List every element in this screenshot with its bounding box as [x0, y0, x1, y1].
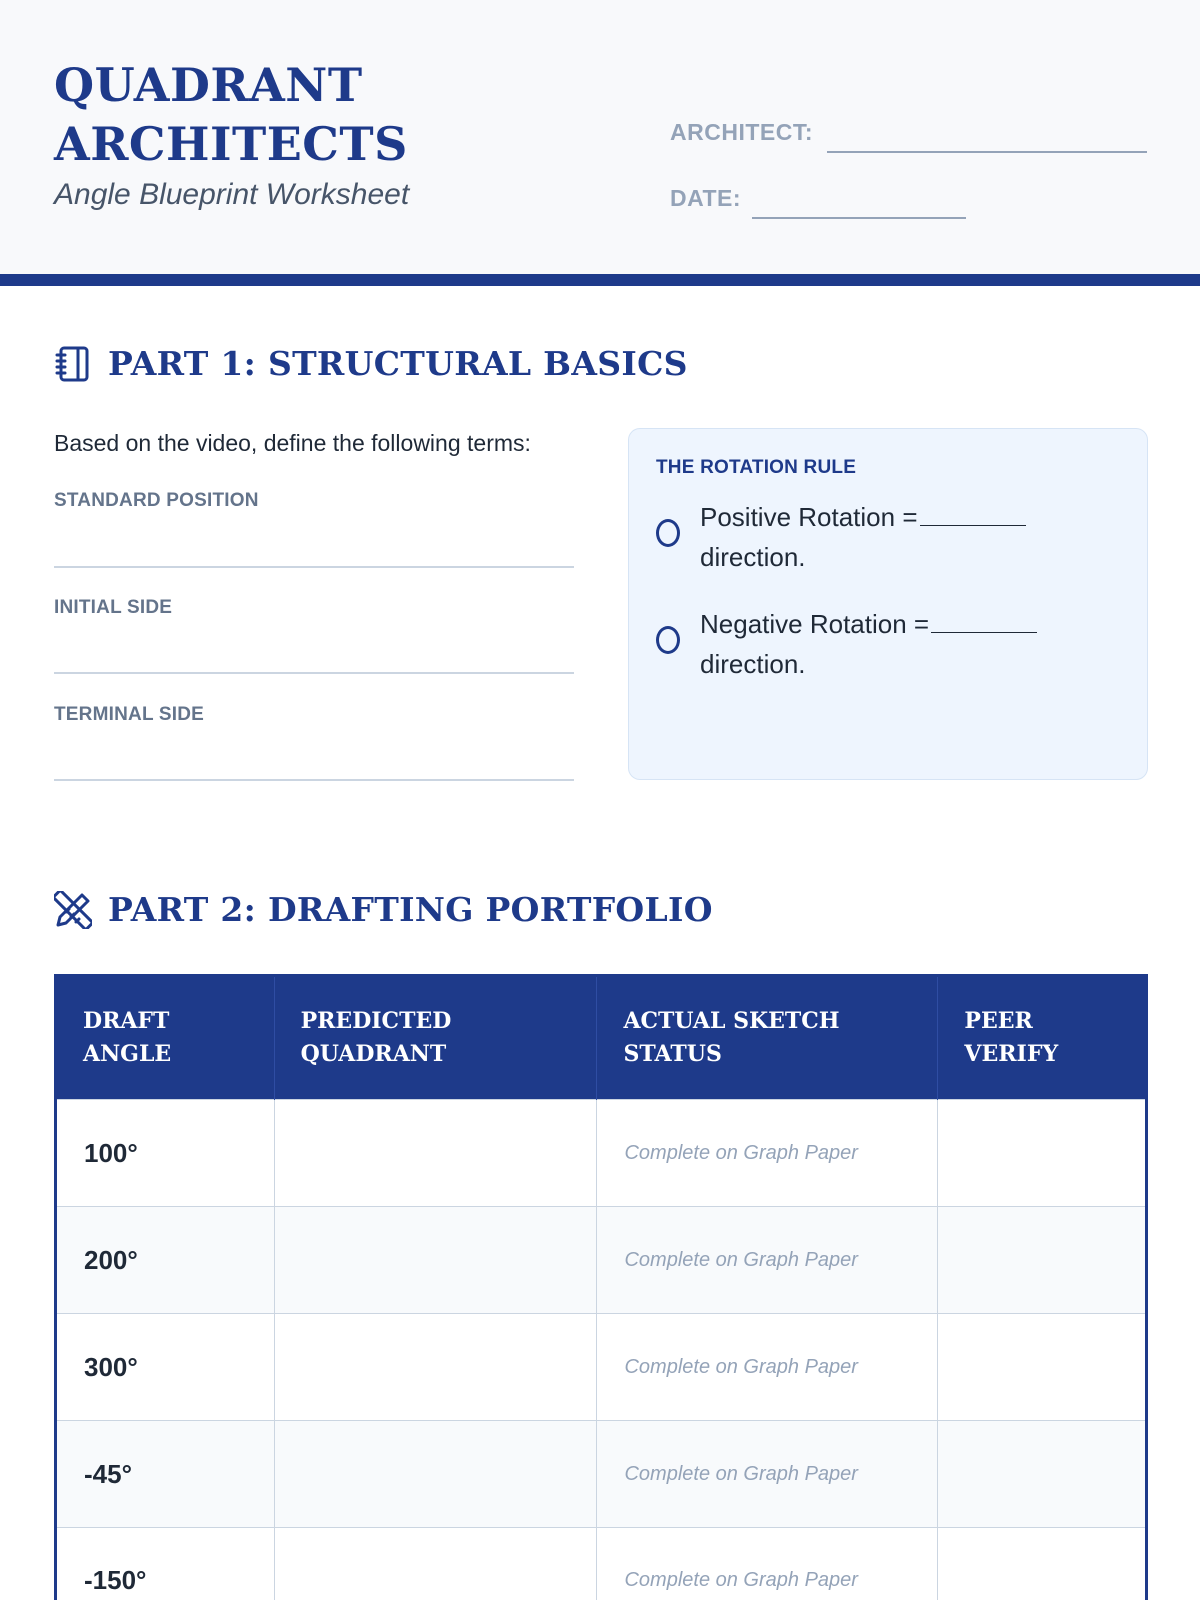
- date-label: DATE:: [670, 185, 742, 211]
- part1-title: PART 1: STRUCTURAL BASICS: [108, 344, 688, 383]
- predicted-quadrant-cell[interactable]: [274, 1314, 597, 1421]
- draft-angle-cell: -150°: [56, 1528, 275, 1600]
- circle-icon: [656, 519, 680, 547]
- term-answer-standard-position[interactable]: [54, 566, 574, 568]
- peer-verify-cell[interactable]: [938, 1528, 1147, 1600]
- part2-heading: [54, 890, 713, 929]
- draft-angle-cell: 100°: [56, 1100, 275, 1207]
- part1-intro: Based on the video, define the following terms:: [54, 430, 531, 456]
- rule-suffix-negative: direction.: [700, 649, 806, 679]
- column-header-draft-angle: DRAFT ANGLE: [56, 976, 275, 1100]
- rotation-rule-title: THE ROTATION RULE: [656, 457, 857, 478]
- column-header-peer-verify: PEER VERIFY: [938, 976, 1147, 1100]
- predicted-quadrant-cell[interactable]: [274, 1207, 597, 1314]
- rule-text-negative: [700, 604, 1120, 684]
- predicted-quadrant-cell[interactable]: [274, 1100, 597, 1207]
- rule-prefix-negative: Negative Rotation =: [700, 609, 930, 639]
- peer-verify-cell[interactable]: [938, 1207, 1147, 1314]
- sketch-status-cell: Complete on Graph Paper: [597, 1100, 938, 1207]
- positive-direction-blank[interactable]: [920, 500, 1026, 526]
- part2-title: PART 2: DRAFTING PORTFOLIO: [108, 890, 713, 929]
- rotation-rule-box: [628, 428, 1148, 780]
- draft-angle-cell: 300°: [56, 1314, 275, 1421]
- drafting-portfolio-table: [54, 974, 1148, 1600]
- brand-title: [54, 56, 408, 174]
- architect-label: ARCHITECT:: [670, 119, 813, 145]
- circle-icon: [656, 626, 680, 654]
- worksheet-subtitle: Angle Blueprint Worksheet: [54, 178, 410, 211]
- sketch-status-cell: Complete on Graph Paper: [597, 1314, 938, 1421]
- header-divider: [0, 274, 1200, 286]
- term-label-initial-side: INITIAL SIDE: [54, 597, 173, 618]
- negative-direction-blank[interactable]: [931, 607, 1037, 633]
- brand-title-line2: ARCHITECTS: [54, 117, 408, 171]
- table-header-row: [56, 976, 1147, 1100]
- notebook-icon: [54, 345, 92, 383]
- peer-verify-cell[interactable]: [938, 1421, 1147, 1528]
- sketch-status-cell: Complete on Graph Paper: [597, 1421, 938, 1528]
- draft-angle-cell: -45°: [56, 1421, 275, 1528]
- table-row: [56, 1207, 1147, 1314]
- brand-title-line1: QUADRANT: [54, 58, 363, 112]
- term-label-standard-position: STANDARD POSITION: [54, 490, 259, 511]
- term-answer-initial-side[interactable]: [54, 672, 574, 674]
- architect-field[interactable]: [827, 151, 1147, 153]
- term-answer-terminal-side[interactable]: [54, 779, 574, 781]
- table-row: [56, 1314, 1147, 1421]
- draft-angle-cell: 200°: [56, 1207, 275, 1314]
- table-row: [56, 1100, 1147, 1207]
- peer-verify-cell[interactable]: [938, 1314, 1147, 1421]
- table-row: [56, 1421, 1147, 1528]
- peer-verify-cell[interactable]: [938, 1100, 1147, 1207]
- pencil-ruler-icon: [54, 891, 92, 929]
- rule-suffix-positive: direction.: [700, 542, 806, 572]
- sketch-status-cell: Complete on Graph Paper: [597, 1207, 938, 1314]
- table-row: [56, 1528, 1147, 1600]
- term-label-terminal-side: TERMINAL SIDE: [54, 704, 205, 725]
- predicted-quadrant-cell[interactable]: [274, 1421, 597, 1528]
- predicted-quadrant-cell[interactable]: [274, 1528, 597, 1600]
- part1-heading: [54, 344, 688, 383]
- column-header-sketch-status: ACTUAL SKETCH STATUS: [597, 976, 938, 1100]
- rule-prefix-positive: Positive Rotation =: [700, 502, 918, 532]
- worksheet-header: [0, 0, 1200, 274]
- sketch-status-cell: Complete on Graph Paper: [597, 1528, 938, 1600]
- rule-text-positive: [700, 497, 1120, 577]
- date-field[interactable]: [752, 217, 966, 219]
- column-header-predicted-quadrant: PREDICTED QUADRANT: [274, 976, 597, 1100]
